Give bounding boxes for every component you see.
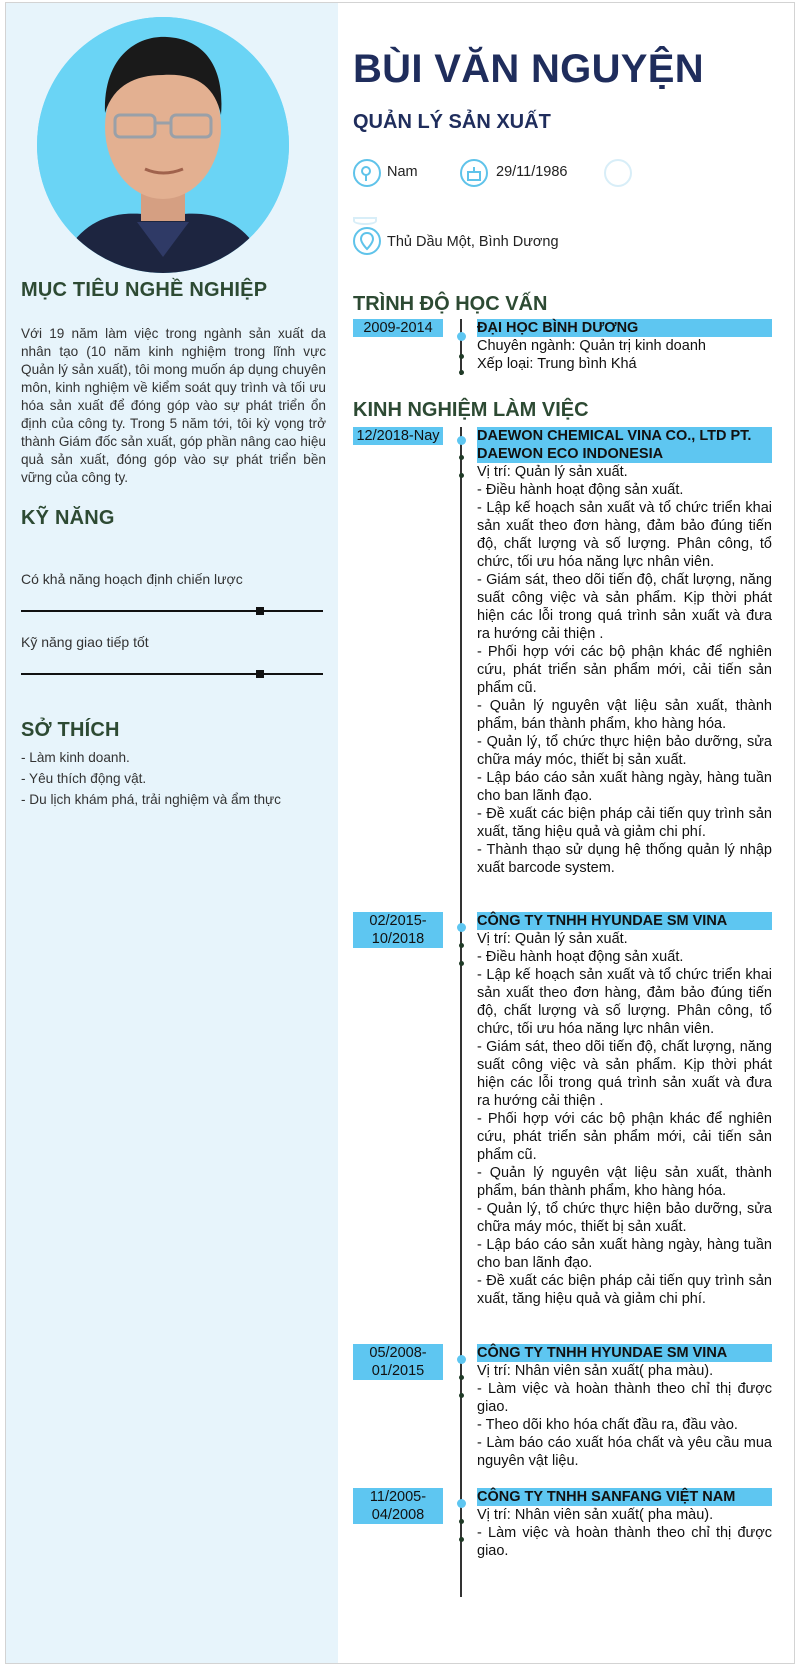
timeline-subdot — [459, 1393, 464, 1398]
job-date: 02/2015- 10/2018 — [353, 912, 443, 948]
job-title: QUẢN LÝ SẢN XUẤT — [353, 111, 551, 133]
education-major: Chuyên ngành: Quản trị kinh doanh — [477, 338, 706, 354]
job-duty-line: Vị trí: Quản lý sản xuất. — [477, 464, 628, 480]
job-entry — [477, 1344, 772, 1470]
gender-value: Nam — [387, 164, 418, 180]
job-duty-line: - Lập kế hoạch sản xuất và tổ chức triển khai sản xuất theo đơn hàng, đảm bảo đúng tiến độ, chất lượng và số lượng. Phân công, tổ chức, tối ưu hóa năng lực nhân viên. — [477, 500, 772, 570]
job-duty-line: - Đề xuất các biện pháp cải tiến quy trình sản xuất, tăng hiệu quả và giảm chi phí. — [477, 806, 772, 840]
job-entry — [477, 1488, 772, 1560]
birthday-value: 29/11/1986 — [496, 164, 568, 180]
job-entry — [477, 427, 772, 877]
job-duty-line: - Đề xuất các biện pháp cải tiến quy trình sản xuất, tăng hiệu quả và giảm chi phí. — [477, 1273, 772, 1307]
timeline-dot — [457, 332, 466, 341]
job-duty-line: - Phối hợp với các bộ phận khác để nghiên cứu, phát triển sản phẩm mới, cải tiến sản phẩm cũ. — [477, 1111, 772, 1163]
timeline-subdot — [459, 354, 464, 359]
job-duties — [477, 1506, 772, 1560]
cv-page — [5, 2, 795, 1664]
timeline-subdot — [459, 943, 464, 948]
hobby-item: - Du lịch khám phá, trải nghiệm và ẩm thực — [21, 792, 281, 807]
timeline-subdot — [459, 1375, 464, 1380]
timeline-dot — [457, 1355, 466, 1364]
company-name: CÔNG TY TNHH SANFANG VIỆT NAM — [477, 1488, 772, 1506]
timeline-dot — [457, 436, 466, 445]
job-duty-line: - Giám sát, theo dõi tiến độ, chất lượng, năng suất công việc và sản phẩm. Kịp thời phát hiện các lỗi trong quá trình sản xuất và đưa ra hướng cải thiện . — [477, 1039, 772, 1109]
job-duty-line: Vị trí: Quản lý sản xuất. — [477, 931, 628, 947]
job-duty-line: Vị trí: Nhân viên sản xuất( pha màu). — [477, 1363, 714, 1379]
skills-heading: KỸ NĂNG — [21, 507, 115, 529]
company-name: DAEWON CHEMICAL VINA CO., LTD PT. DAEWON ECO INDONESIA — [477, 427, 772, 463]
location-icon — [353, 227, 381, 255]
timeline-subdot — [459, 961, 464, 966]
company-name: CÔNG TY TNHH HYUNDAE SM VINA — [477, 912, 772, 930]
job-duty-line: - Lập kế hoạch sản xuất và tổ chức triển khai sản xuất theo đơn hàng, đảm bảo đúng tiến độ, chất lượng và số lượng. Phân công, tổ chức, tối ưu hóa năng lực nhân viên. — [477, 967, 772, 1037]
job-duty-line: - Điều hành hoạt động sản xuất. — [477, 949, 684, 965]
education-heading: TRÌNH ĐỘ HỌC VẤN — [353, 293, 548, 315]
job-duty-line: - Giám sát, theo dõi tiến độ, chất lượng, năng suất công việc và sản phẩm. Kịp thời phát hiện các lỗi trong quá trình sản xuất và đưa ra hướng cải thiện . — [477, 572, 772, 642]
skill-level-marker — [256, 607, 264, 615]
timeline-subdot — [459, 1537, 464, 1542]
job-date: 11/2005- 04/2008 — [353, 1488, 443, 1524]
objective-text: Với 19 năm làm việc trong ngành sản xuất da nhân tạo (10 năm kinh nghiệm trong lĩnh vực Quản lý sản xuất), tôi mong muốn áp dụng chuyên môn, kinh nghiệm về kiểm soát quy trình và tối ưu hóa sản xuất để đóng góp vào sự phát triển ổn định của công ty. Trong 5 năm tới, tôi kỳ vọng trở thành Giám đốc sản xuất, góp phần nâng cao hiệu quả sản xuất, đóng góp vào sự phát triển bền vững của công ty. — [21, 326, 326, 485]
timeline-subdot — [459, 455, 464, 460]
gender-icon — [353, 159, 381, 187]
job-date: 05/2008- 01/2015 — [353, 1344, 443, 1380]
job-date: 12/2018-Nay — [353, 427, 443, 445]
job-duties — [477, 463, 772, 877]
job-duty-line: - Làm việc và hoàn thành theo chỉ thị được giao. — [477, 1525, 772, 1559]
timeline-dot — [457, 923, 466, 932]
address-value: Thủ Dầu Một, Bình Dương — [387, 234, 559, 250]
hobby-item: - Yêu thích động vật. — [21, 771, 147, 786]
timeline-subdot — [459, 1519, 464, 1524]
skill-bar — [21, 610, 323, 612]
job-duty-line: - Lập báo cáo sản xuất hàng ngày, hàng tuần cho ban lãnh đạo. — [477, 1237, 772, 1271]
phone-icon — [604, 159, 632, 187]
job-duty-line: Vị trí: Nhân viên sản xuất( pha màu). — [477, 1507, 714, 1523]
birthday-icon — [460, 159, 488, 187]
job-duty-line: - Làm báo cáo xuất hóa chất và yêu cầu mua nguyên vật liệu. — [477, 1435, 772, 1469]
job-entry — [477, 912, 772, 1308]
skill-level-marker — [256, 670, 264, 678]
job-duty-line: - Phối hợp với các bộ phận khác để nghiên cứu, phát triển sản phẩm mới, cải tiến sản phẩm cũ. — [477, 644, 772, 696]
skill-label: Kỹ năng giao tiếp tốt — [21, 634, 149, 650]
education-date: 2009-2014 — [353, 319, 443, 337]
avatar — [37, 17, 289, 273]
hobbies-heading: SỞ THÍCH — [21, 719, 120, 741]
experience-heading: KINH NGHIỆM LÀM VIỆC — [353, 399, 589, 421]
timeline-dot — [457, 1499, 466, 1508]
left-sidebar — [6, 3, 338, 1664]
school-name: ĐẠI HỌC BÌNH DƯƠNG — [477, 319, 772, 337]
job-duty-line: - Quản lý nguyên vật liệu sản xuất, thành phẩm, bán thành phẩm, kho hàng hóa. — [477, 698, 772, 732]
skill-label: Có khả năng hoạch định chiến lược — [21, 571, 243, 587]
job-duty-line: - Lập báo cáo sản xuất hàng ngày, hàng tuần cho ban lãnh đạo. — [477, 770, 772, 804]
skill-bar — [21, 673, 323, 675]
candidate-name: BÙI VĂN NGUYỆN — [353, 47, 704, 91]
job-duties — [477, 1362, 772, 1470]
email-icon — [353, 217, 377, 225]
objective-heading: MỤC TIÊU NGHỀ NGHIỆP — [21, 279, 268, 301]
timeline-subdot — [459, 370, 464, 375]
job-duty-line: - Thành thạo sử dụng hệ thống quản lý nhập xuất barcode system. — [477, 842, 772, 876]
company-name: CÔNG TY TNHH HYUNDAE SM VINA — [477, 1344, 772, 1362]
job-duty-line: - Điều hành hoạt động sản xuất. — [477, 482, 684, 498]
hobby-item: - Làm kinh doanh. — [21, 750, 130, 765]
job-duty-line: - Làm việc và hoàn thành theo chỉ thị được giao. — [477, 1381, 772, 1415]
job-duty-line: - Quản lý nguyên vật liệu sản xuất, thành phẩm, bán thành phẩm, kho hàng hóa. — [477, 1165, 772, 1199]
job-duty-line: - Theo dõi kho hóa chất đầu ra, đầu vào. — [477, 1417, 738, 1433]
timeline-line — [460, 427, 462, 1597]
avatar-photo — [37, 17, 289, 273]
education-grade: Xếp loại: Trung bình Khá — [477, 356, 637, 372]
education-entry — [477, 319, 772, 337]
job-duty-line: - Quản lý, tổ chức thực hiện bảo dưỡng, sửa chữa máy móc, thiết bị sản xuất. — [477, 734, 772, 768]
timeline-subdot — [459, 473, 464, 478]
job-duties — [477, 930, 772, 1308]
job-duty-line: - Quản lý, tổ chức thực hiện bảo dưỡng, sửa chữa máy móc, thiết bị sản xuất. — [477, 1201, 772, 1235]
timeline-line — [460, 319, 462, 375]
